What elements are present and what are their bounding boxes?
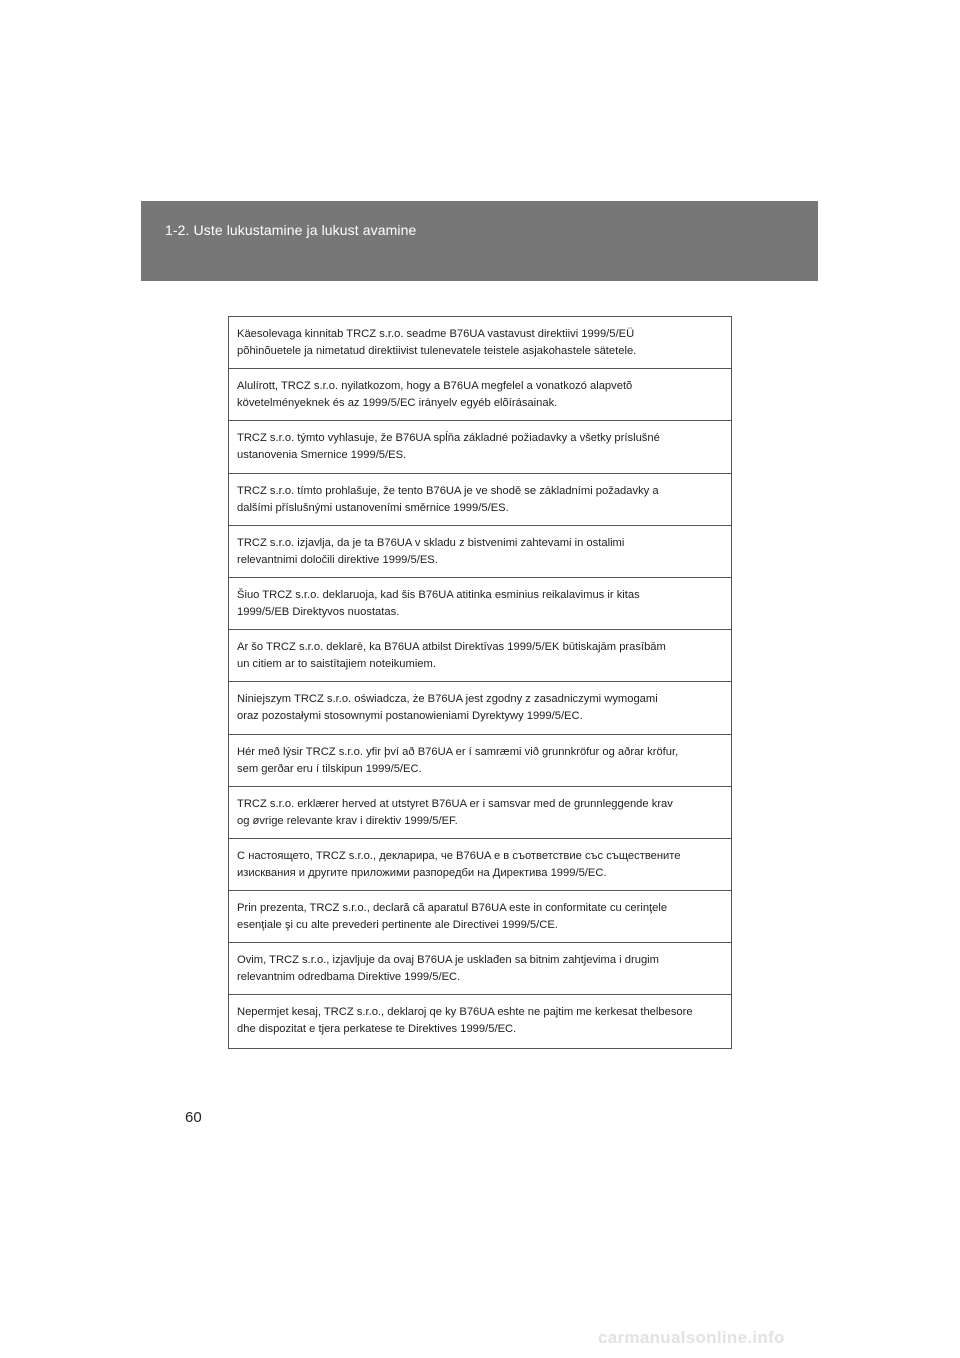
declaration-text-line: Nepermjet kesaj, TRCZ s.r.o., deklaroj qe ky B76UA eshte ne pajtim me kerkesat thelbesore [237, 1006, 693, 1019]
declaration-text-line: dhe dispozitat e tjera perkatese te Direktives 1999/5/EC. [237, 1023, 517, 1036]
declaration-row [229, 630, 731, 682]
declaration-text-line: Prin prezenta, TRCZ s.r.o., declară că aparatul B76UA este in conformitate cu cerinţele [237, 902, 668, 915]
declaration-text-line: Hér með lýsir TRCZ s.r.o. yfir því að B76UA er í samræmi við grunnkröfur og aðrar kröfur, [237, 745, 679, 758]
declaration-text-line: oraz pozostałymi stosownymi postanowieniami Dyrektywy 1999/5/EC. [237, 710, 583, 723]
declaration-text-line: Šiuo TRCZ s.r.o. deklaruoja, kad šis B76UA atitinka esminius reikalavimus ir kitas [237, 588, 640, 601]
declaration-text-line: követelményeknek és az 1999/5/EC irányelv egyéb elõírásainak. [237, 397, 558, 410]
declaration-text-line: Käesolevaga kinnitab TRCZ s.r.o. seadme B76UA vastavust direktiivi 1999/5/EÜ [237, 328, 635, 340]
declaration-text-line: og øvrige relevante krav i direktiv 1999/5/EF. [237, 814, 458, 827]
declaration-text-line: TRCZ s.r.o. tímto prohlašuje, že tento B76UA je ve shodě se základními požadavky a [237, 484, 659, 497]
declaration-row [229, 474, 731, 526]
declaration-row [229, 943, 731, 995]
declaration-row [229, 421, 731, 473]
declaration-row [229, 682, 731, 734]
declaration-row [229, 369, 731, 421]
declaration-text-line: sem gerðar eru í tilskipun 1999/5/EC. [237, 762, 422, 775]
declaration-row [229, 839, 731, 891]
declaration-text-line: relevantnim odredbama Direktive 1999/5/EC. [237, 971, 461, 984]
declarations-table [228, 316, 732, 1049]
declaration-text-line: TRCZ s.r.o. erklærer herved at utstyret B76UA er i samsvar med de grunnleggende krav [237, 797, 673, 810]
declaration-text-line: TRCZ s.r.o. izjavlja, da je ta B76UA v skladu z bistvenimi zahtevami in ostalimi [237, 536, 625, 549]
page-number: 60 [185, 1109, 202, 1126]
declaration-text-line: Ar šo TRCZ s.r.o. deklarē, ka B76UA atbilst Direktīvas 1999/5/EK būtiskajām prasībām [237, 641, 666, 654]
declaration-text-line: изисквания и другите приложими разпоредби на Директива 1999/5/EC. [237, 866, 607, 879]
declaration-text-line: un citiem ar to saistītajiem noteikumiem. [237, 658, 436, 671]
section-title: 1-2. Uste lukustamine ja lukust avamine [165, 222, 417, 238]
declaration-text-line: С настоящето, TRCZ s.r.o., декларира, че B76UA е в съответствие със съществените [237, 849, 681, 862]
declaration-row [229, 578, 731, 630]
declaration-row [229, 317, 731, 369]
declaration-text-line: Niniejszym TRCZ s.r.o. oświadcza, że B76UA jest zgodny z zasadniczymi wymogami [237, 693, 658, 706]
section-header-band [141, 201, 818, 281]
declaration-text-line: Alulírott, TRCZ s.r.o. nyilatkozom, hogy a B76UA megfelel a vonatkozó alapvetõ [237, 380, 633, 393]
declaration-text-line: TRCZ s.r.o. týmto vyhlasuje, že B76UA spĺňa základné požiadavky a všetky príslušné [237, 432, 660, 445]
declaration-row [229, 787, 731, 839]
declaration-row [229, 735, 731, 787]
declaration-row [229, 995, 731, 1047]
declaration-row [229, 891, 731, 943]
declaration-text-line: ustanovenia Smernice 1999/5/ES. [237, 449, 407, 462]
declaration-text-line: dalšími příslušnými ustanoveními směrnice 1999/5/ES. [237, 501, 509, 514]
watermark: carmanualsonline.info [598, 1328, 785, 1347]
declaration-text-line: põhinõuetele ja nimetatud direktiivist tulenevatele teistele asjakohastele sätetele. [237, 345, 637, 357]
declaration-text-line: Ovim, TRCZ s.r.o., izjavljuje da ovaj B76UA je usklađen sa bitnim zahtjevima i drugim [237, 954, 659, 967]
declaration-text-line: esenţiale şi cu alte prevederi pertinente ale Directivei 1999/5/CE. [237, 919, 558, 932]
declaration-row [229, 526, 731, 578]
declaration-text-line: 1999/5/EB Direktyvos nuostatas. [237, 605, 400, 618]
declaration-text-line: relevantnimi določili direktive 1999/5/ES. [237, 553, 438, 566]
